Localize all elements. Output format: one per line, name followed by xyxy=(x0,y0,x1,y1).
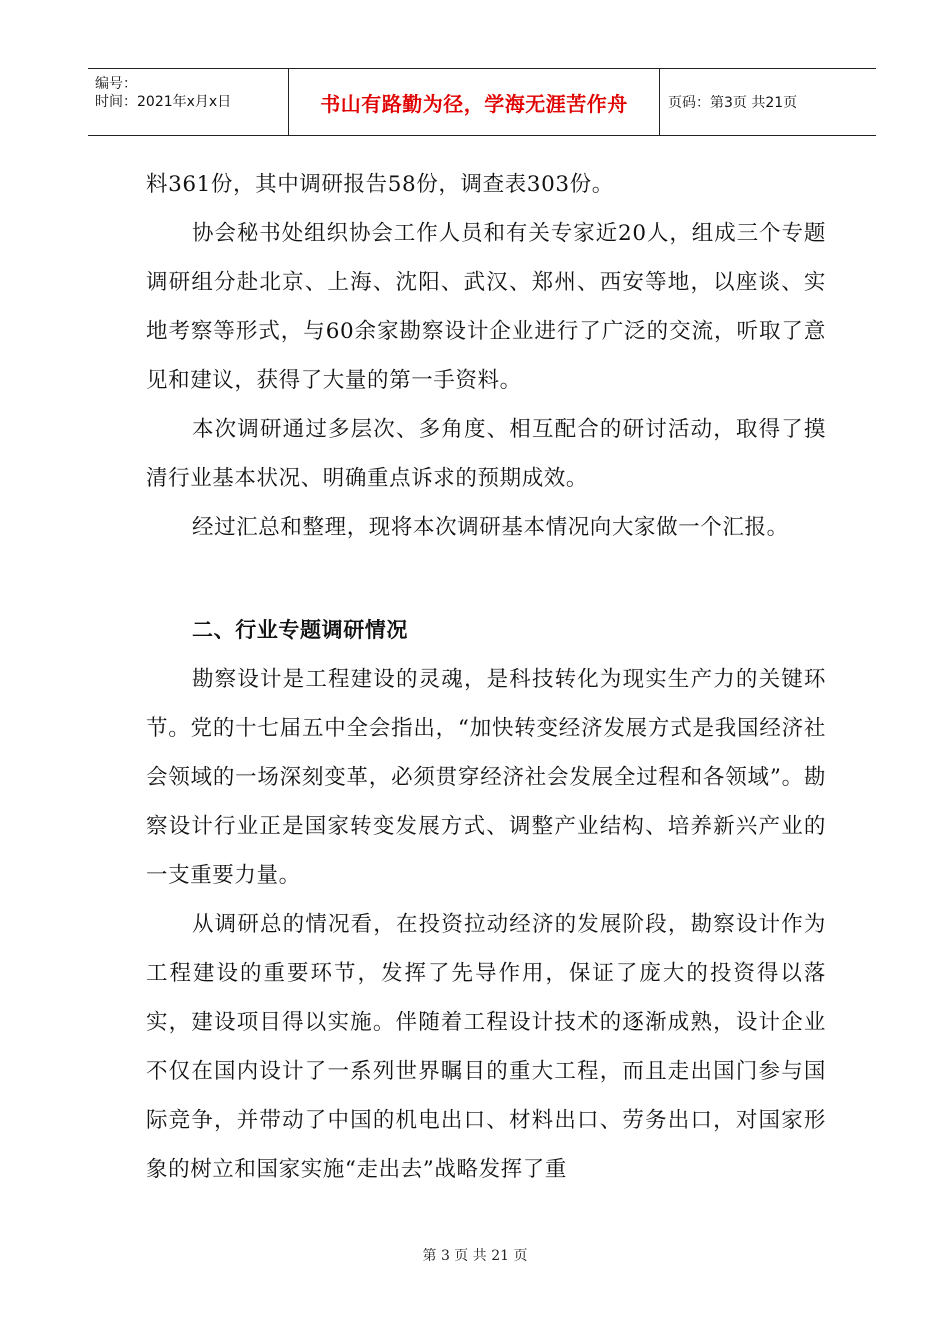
paragraph: 协会秘书处组织协会工作人员和有关专家近20人，组成三个专题调研组分赴北京、上海、沈阳、武汉、郑州、西安等地，以座谈、实地考察等形式，与60余家勘察设计企业进行了广泛的交流，听取了意见和建议，获得了大量的第一手资料。 xyxy=(146,221,826,393)
header-meta xyxy=(88,69,288,135)
paragraph: 料361份，其中调研报告58份，调查表303份。 xyxy=(146,172,614,197)
motto-text: 书山有路勤为径，学海无涯苦作舟 xyxy=(320,91,628,116)
paragraph: 经过汇总和整理，现将本次调研基本情况向大家做一个汇报。 xyxy=(192,515,789,540)
number-label: 编号： xyxy=(95,76,137,92)
document-body xyxy=(146,160,826,1194)
header-page-cell xyxy=(660,69,876,135)
page-label: 页码：第3页 共21页 xyxy=(668,95,798,111)
paragraph: 本次调研通过多层次、多角度、相互配合的研讨活动，取得了摸清行业基本状况、明确重点诉求的预期成效。 xyxy=(146,417,826,491)
paragraph: 勘察设计是工程建设的灵魂，是科技转化为现实生产力的关键环节。党的十七届五中全会指出，“加快转变经济发展方式是我国经济社会领域的一场深刻变革，必须贯穿经济社会发展全过程和各领域”。勘察设计行业正是国家转变发展方式、调整产业结构、培养新兴产业的一支重要力量。 xyxy=(146,667,826,888)
page-header xyxy=(88,68,876,136)
section-heading: 二、行业专题调研情况 xyxy=(192,618,408,642)
time-label: 时间：2021年x月x日 xyxy=(95,94,232,110)
paragraph: 从调研总的情况看，在投资拉动经济的发展阶段，勘察设计作为工程建设的重要环节，发挥了先导作用，保证了庞大的投资得以落实，建设项目得以实施。伴随着工程设计技术的逐渐成熟，设计企业不仅在国内设计了一系列世界瞩目的重大工程，而且走出国门参与国际竞争，并带动了中国的机电出口、材料出口、劳务出口，对国家形象的树立和国家实施“走出去”战略发挥了重 xyxy=(146,912,826,1182)
page-footer: 第 3 页 共 21 页 xyxy=(422,1248,528,1264)
header-motto-cell xyxy=(288,69,660,135)
